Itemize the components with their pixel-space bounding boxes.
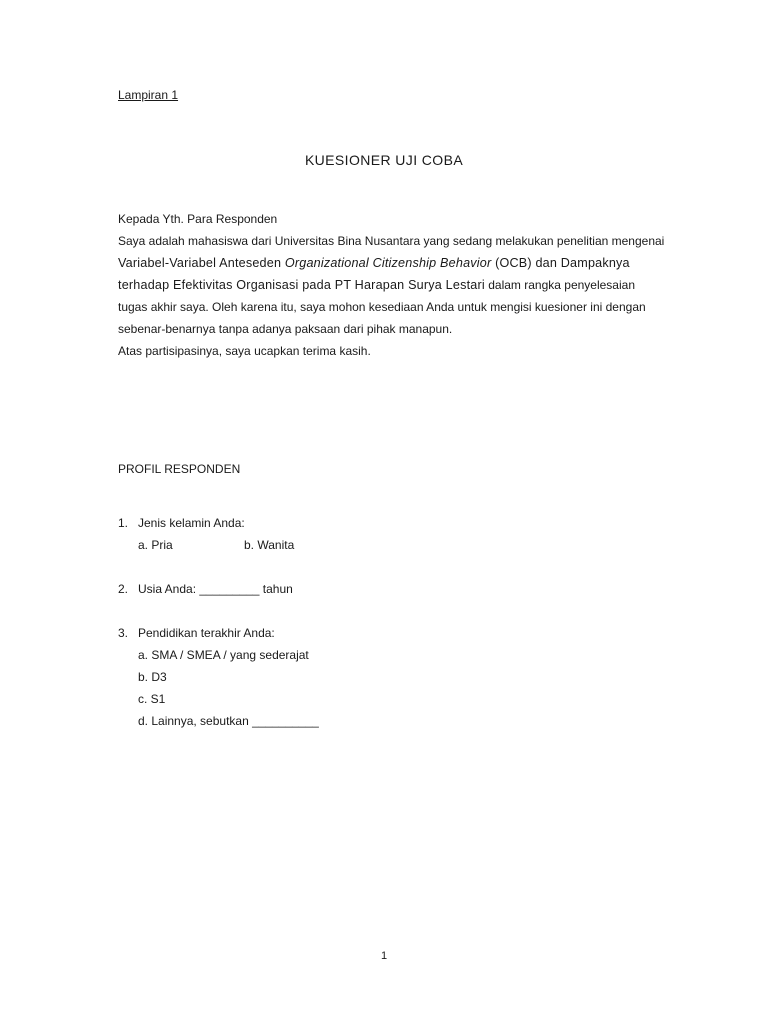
profile-heading: PROFIL RESPONDEN: [118, 462, 241, 476]
attachment-label: Lampiran 1: [118, 88, 179, 102]
question-number: 2.: [118, 582, 129, 596]
document-title: KUESIONER UJI COBA: [304, 152, 464, 168]
ocb-term: Organizational Citizenship Behavior: [284, 256, 492, 270]
question-3: [118, 626, 275, 640]
intro-line-5: sebenar-benarnya tanpa adanya paksaan dari pihak manapun.: [118, 322, 453, 336]
intro-line-4: tugas akhir saya. Oleh karena itu, saya mohon kesediaan Anda untuk mengisi kuesioner ini dengan: [118, 300, 646, 314]
option-s1: c. S1: [138, 692, 166, 706]
question-text: Pendidikan terakhir Anda:: [138, 626, 275, 640]
intro-line-6: Atas partisipasinya, saya ucapkan terima kasih.: [118, 344, 371, 358]
option-wanita: b. Wanita: [244, 538, 295, 552]
option-d3: b. D3: [138, 670, 167, 684]
page-number: 1: [380, 950, 388, 962]
question-2: [118, 582, 293, 596]
question-text: Usia Anda: _________ tahun: [138, 582, 293, 596]
intro-line-1: Saya adalah mahasiswa dari Universitas Bina Nusantara yang sedang melakukan penelitian mengenai: [118, 234, 665, 248]
intro-line-3: terhadap Efektivitas Organisasi pada PT Harapan Surya Lestari dalam rangka penyelesaian: [118, 278, 635, 292]
question-text: Jenis kelamin Anda:: [138, 516, 245, 530]
intro-paragraph: [118, 208, 665, 362]
option-sma: a. SMA / SMEA / yang sederajat: [138, 648, 309, 662]
question-number: 1.: [118, 516, 129, 530]
greeting: Kepada Yth. Para Responden: [118, 212, 278, 226]
option-lainnya: d. Lainnya, sebutkan __________: [138, 714, 319, 728]
question-number: 3.: [118, 626, 129, 640]
option-pria: a. Pria: [138, 538, 173, 552]
question-1: [118, 516, 245, 530]
intro-line-2: Variabel-Variabel Anteseden Organizational Citizenship Behavior (OCB) dan Dampaknya: [118, 256, 630, 270]
